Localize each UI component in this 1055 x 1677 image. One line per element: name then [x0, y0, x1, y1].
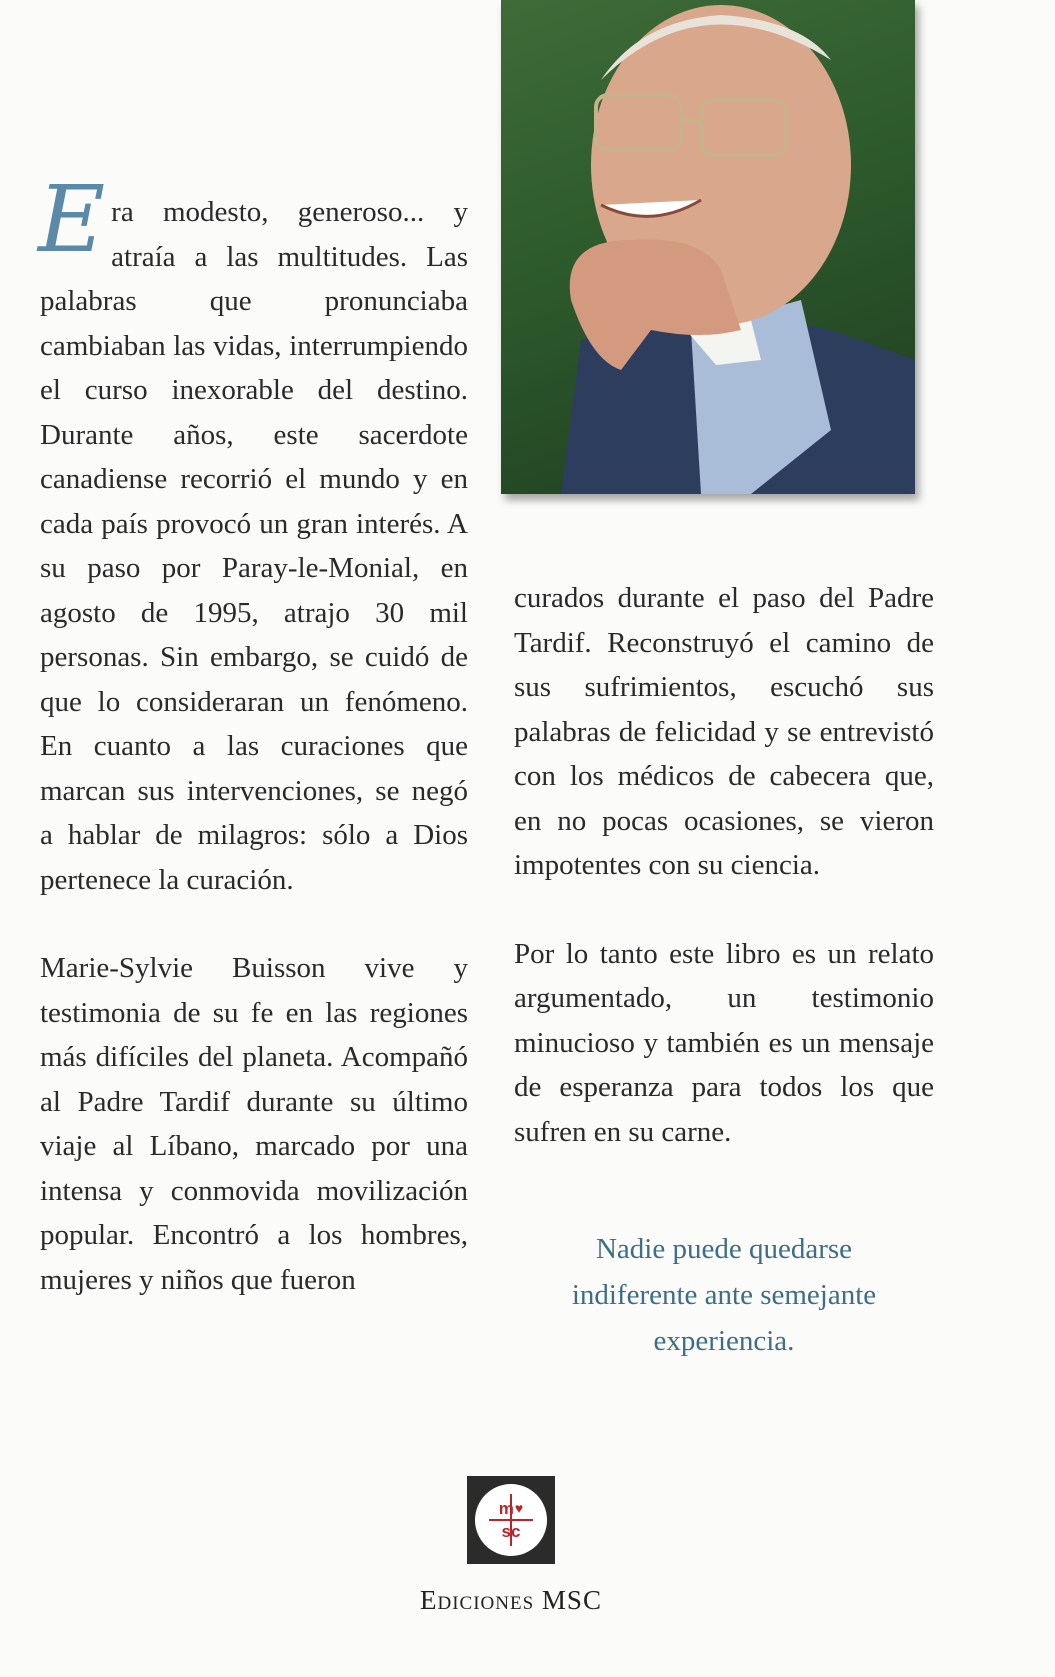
- logo-letters-bottom: sc: [501, 1522, 521, 1541]
- paragraph-summary: Por lo tanto este libro es un relato argumentado, un testimonio minucioso y también es un mensaje de esperanza para todos los que sufren en su carne.: [514, 937, 934, 1148]
- paragraph-continuation: curados durante el paso del Padre Tardif. Reconstruyó el camino de sus sufrimientos, escuchó sus palabras de felicidad y se entrevistó con los médicos de cabecera que, en no pocas ocasiones, se vieron impotentes con su ciencia.: [514, 582, 934, 881]
- paragraph-intro: [38, 166, 468, 902]
- closing-line: experiencia.: [653, 1325, 795, 1357]
- drop-cap: E: [38, 166, 106, 273]
- paragraph-author: Marie-Sylvie Buisson vive y testimonia de su fe en las regiones más difíciles del planeta. Acompañó al Padre Tardif durante su último viaje al Líbano, marcado por una intensa y conmovida movilización popular. Encontró a los hombres, mujeres y niños que fueron: [40, 952, 468, 1296]
- paragraph-intro-text: ra modesto, generoso... y atraía a las multitudes. Las palabras que pronunciaba cambiaban las vidas, interrumpiendo el curso inexorable del destino. Durante años, este sacerdote canadiense recorrió el mundo y en cada país provocó un gran interés. A su paso por Paray-le-Monial, en agosto de 1995, atrajo 30 mil personas. Sin embargo, se cuidó de que lo consideraran un fenómeno. En cuanto a las curaciones que marcan sus intervenciones, se negó a hablar de milagros: sólo a Dios pertenece la curación.: [40, 196, 468, 896]
- closing-line: indiferente ante semejante: [571, 1279, 877, 1311]
- cover-portrait-photo: [501, 0, 915, 494]
- publisher-logo: [467, 1476, 555, 1564]
- publisher-name: Ediciones MSC: [420, 1585, 602, 1615]
- portrait-illustration: [501, 0, 915, 494]
- closing-tagline: [514, 1226, 934, 1364]
- closing-line: Nadie puede quedarse: [595, 1233, 853, 1265]
- left-text-column: [38, 166, 468, 1302]
- right-text-column: [514, 576, 934, 1154]
- heart-icon: ♥: [514, 1500, 524, 1516]
- logo-letters-top: m: [498, 1499, 514, 1518]
